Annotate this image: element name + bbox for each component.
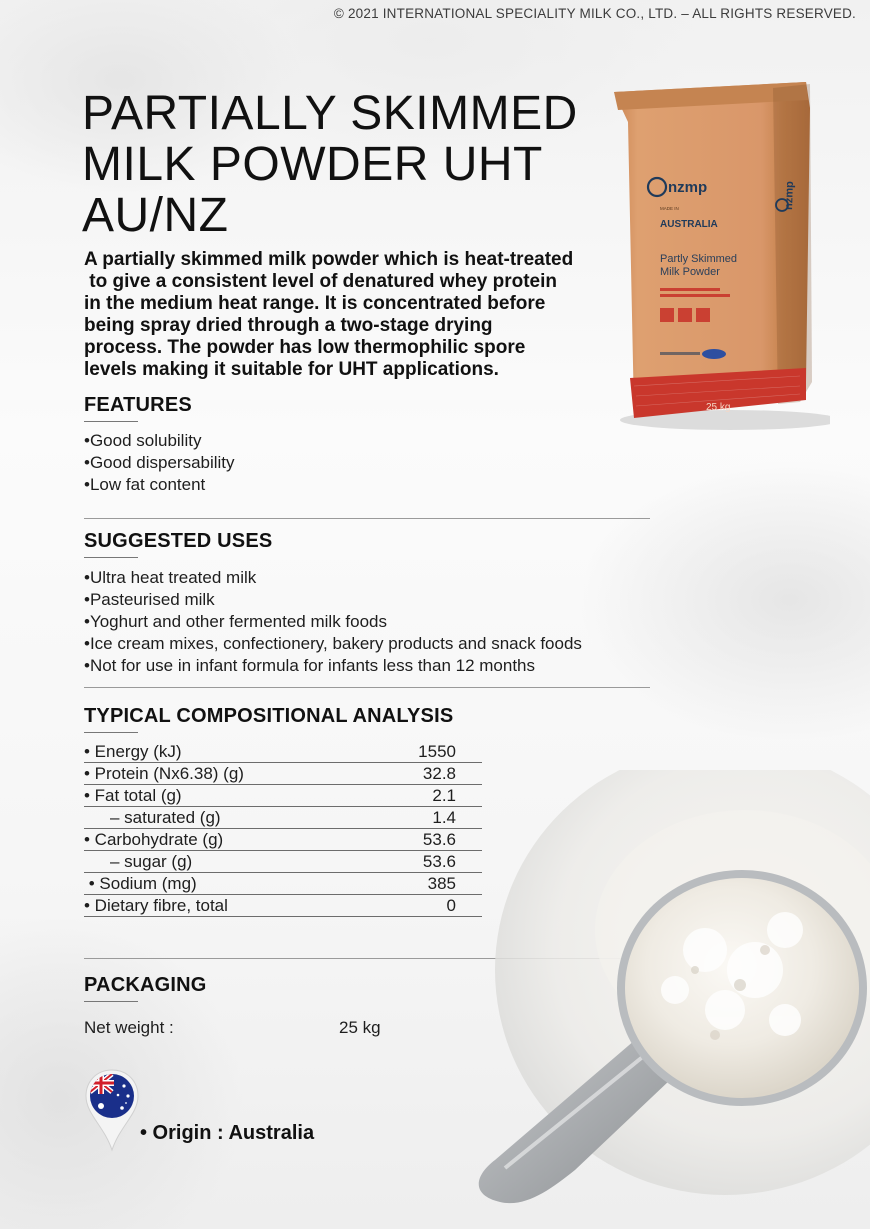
milk-powder-bag-image bbox=[610, 82, 830, 432]
net-weight-label: Net weight : bbox=[84, 1018, 174, 1037]
row-value: 0 bbox=[446, 896, 456, 915]
table-row bbox=[84, 763, 482, 785]
row-label: • Fat total (g) bbox=[84, 786, 182, 805]
row-label: • Sodium (mg) bbox=[84, 874, 197, 893]
table-row bbox=[84, 851, 482, 873]
list-item: • Pasteurised milk bbox=[84, 589, 582, 611]
list-item: • Good dispersability bbox=[84, 452, 235, 474]
packaging-heading: PACKAGING bbox=[84, 974, 207, 1002]
product-title bbox=[82, 88, 602, 241]
row-value: 53.6 bbox=[422, 852, 456, 871]
row-value: 2.1 bbox=[432, 786, 456, 805]
bag-made-in-text: MADE IN bbox=[660, 206, 679, 211]
product-title-line-2: MILK POWDER UHT bbox=[82, 138, 543, 191]
list-item: • Ultra heat treated milk bbox=[84, 567, 582, 589]
net-weight-value: 25 kg bbox=[339, 1018, 381, 1037]
table-row bbox=[84, 829, 482, 851]
bag-country-text: AUSTRALIA bbox=[660, 219, 718, 230]
row-label: • Carbohydrate (g) bbox=[84, 830, 224, 849]
list-item: • Ice cream mixes, confectionery, bakery products and snack foods bbox=[84, 633, 582, 655]
product-description bbox=[84, 249, 624, 381]
product-title-line-3: AU/NZ bbox=[82, 189, 229, 242]
table-row bbox=[84, 741, 482, 763]
features-heading: FEATURES bbox=[84, 394, 192, 422]
suggested-uses-list bbox=[84, 567, 582, 677]
product-title-line-1: PARTIALLY SKIMMED bbox=[82, 87, 578, 140]
list-item: • Yoghurt and other fermented milk foods bbox=[84, 611, 582, 633]
description-line: in the medium heat range. It is concentrated before bbox=[84, 293, 546, 314]
features-list bbox=[84, 430, 235, 496]
section-divider bbox=[84, 518, 650, 519]
row-label: – sugar (g) bbox=[110, 852, 193, 871]
bag-product-line-1: Partly Skimmed bbox=[660, 253, 738, 265]
description-line: process. The powder has low thermophilic spore bbox=[84, 337, 526, 358]
bag-weight-text: 25 kg bbox=[706, 402, 731, 413]
bag-side-brand-text: nzmp bbox=[783, 180, 797, 211]
row-value: 1.4 bbox=[432, 808, 456, 827]
table-row bbox=[84, 895, 482, 917]
row-label: • Energy (kJ) bbox=[84, 742, 182, 761]
composition-table bbox=[84, 741, 482, 917]
milk-powder-scoop-image bbox=[455, 770, 870, 1210]
row-label: – saturated (g) bbox=[110, 808, 221, 827]
analysis-heading: TYPICAL COMPOSITIONAL ANALYSIS bbox=[84, 705, 453, 733]
list-item: • Good solubility bbox=[84, 430, 235, 452]
table-row bbox=[84, 807, 482, 829]
section-divider bbox=[84, 687, 650, 688]
row-value: 385 bbox=[427, 874, 456, 893]
table-row bbox=[84, 873, 482, 895]
row-label: • Protein (Nx6.38) (g) bbox=[84, 764, 244, 783]
bag-product-line-2: Milk Powder bbox=[660, 266, 720, 278]
list-item: • Low fat content bbox=[84, 474, 235, 496]
description-line: being spray dried through a two-stage drying bbox=[84, 315, 493, 336]
description-line: A partially skimmed milk powder which is heat-treated bbox=[84, 249, 574, 270]
description-line: levels making it suitable for UHT applications. bbox=[84, 359, 499, 380]
suggested-uses-heading: SUGGESTED USES bbox=[84, 530, 272, 558]
row-value: 53.6 bbox=[422, 830, 456, 849]
copyright-notice: © 2021 INTERNATIONAL SPECIALITY MILK CO., LTD. – ALL RIGHTS RESERVED. bbox=[333, 6, 856, 21]
table-row bbox=[84, 785, 482, 807]
list-item: • Not for use in infant formula for infants less than 12 months bbox=[84, 655, 582, 677]
origin-label: • Origin : Australia bbox=[140, 1122, 315, 1144]
row-value: 32.8 bbox=[422, 764, 456, 783]
row-value: 1550 bbox=[418, 742, 456, 761]
description-line: to give a consistent level of denatured whey protein bbox=[84, 271, 557, 292]
bag-brand-text: nzmp bbox=[668, 179, 708, 196]
australia-flag-pin-icon bbox=[84, 1068, 140, 1152]
row-label: • Dietary fibre, total bbox=[84, 896, 228, 915]
